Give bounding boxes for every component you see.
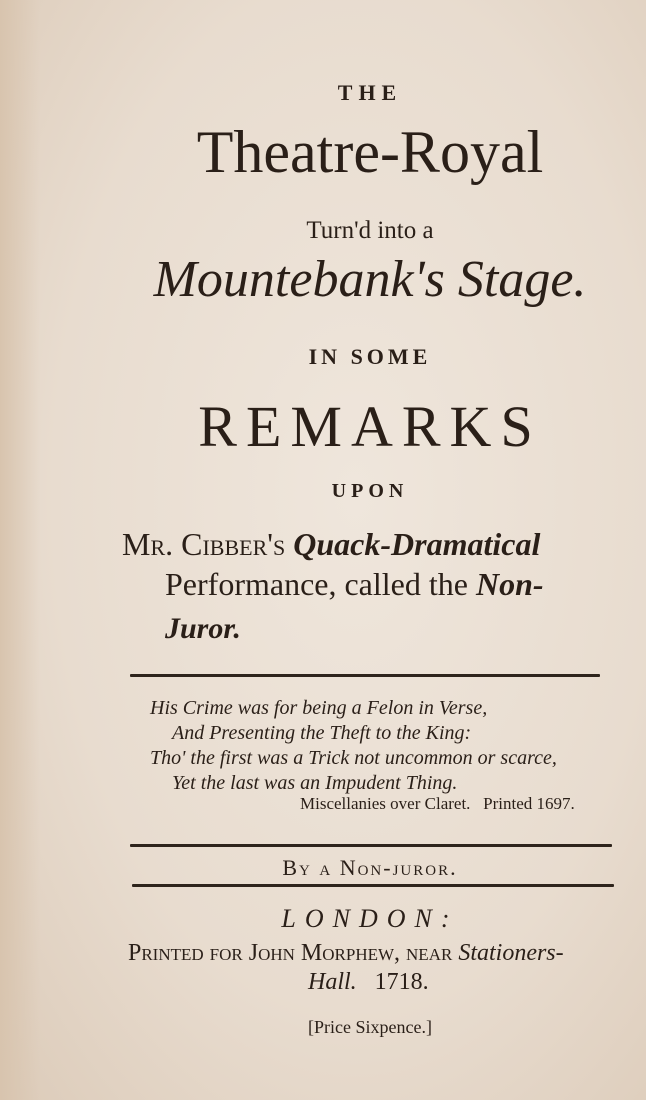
subject-line-1 (122, 528, 540, 560)
subject-line-2 (165, 568, 544, 600)
price: [Price Sixpence.] (308, 1017, 432, 1037)
printed-for: Printed for John Morphew, near (128, 940, 453, 966)
non-hyphen: Non- (475, 566, 544, 602)
page-edge-shadow (0, 0, 40, 1100)
epigraph-line: His Crime was for being a Felon in Verse, (150, 697, 488, 719)
divider-rule (130, 844, 612, 847)
stationers: Stationers- (458, 940, 564, 966)
epigraph-line: Tho' the first was a Trick not uncommon or scarce, (150, 747, 557, 769)
imprint-line (128, 941, 564, 965)
in-some: IN SOME (308, 344, 432, 369)
epigraph-line: Yet the last was an Impudent Thing. (172, 772, 458, 794)
subtitle-turnd: Turn'd into a (306, 217, 434, 244)
epigraph-source: Miscellanies over Claret. Printed 1697. (300, 794, 575, 813)
title-the: THE (337, 80, 403, 105)
cibber-name: Mr. Cibber's (122, 526, 286, 562)
imprint-city: LONDON: (281, 904, 459, 933)
year: 1718. (374, 969, 429, 995)
divider-rule (132, 884, 614, 887)
remarks: REMARKS (198, 394, 542, 459)
author-line (110, 857, 630, 879)
main-title: Theatre-Royal (196, 119, 544, 185)
juror: Juror. (165, 612, 241, 645)
upon: UPON (331, 480, 409, 502)
imprint-date-line (308, 970, 429, 994)
divider-rule (130, 674, 600, 677)
performance-called: Performance, called the (165, 566, 468, 602)
quack-dramatical: Quack-Dramatical (293, 526, 541, 562)
subtitle-stage: Mountebank's Stage. (153, 251, 587, 308)
hall: Hall. (308, 969, 357, 995)
author: By a Non-juror. (282, 855, 458, 880)
epigraph-line: And Presenting the Theft to the King: (172, 722, 472, 744)
